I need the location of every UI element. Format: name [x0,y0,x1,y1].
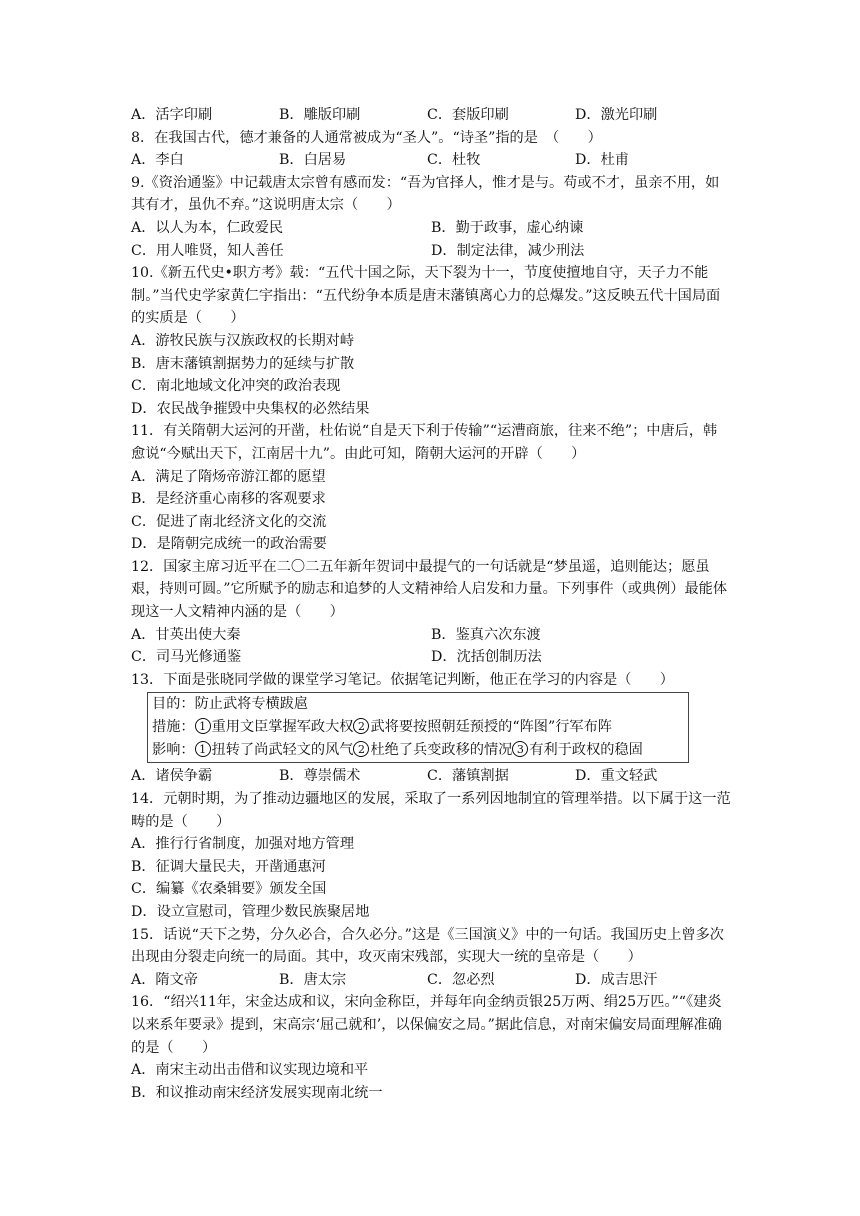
note-effect-2: 杜绝了兵变政移的情况 [370,742,513,759]
q16-stem: 16．“绍兴11年，宋金达成和议，宋向金称臣，并每年向金纳贡银25万两、绢25万匹。”“《建炎以来系年要录》提到，宋高宗‘屈己就和’，以保偏安之局。”据此信息，对南宋偏安局面理解准确的是（ ） [131,994,722,1056]
q15-option-d[interactable]: D．成吉思汗 [575,971,658,988]
q8-options [131,149,731,172]
note-measure-1: 重用文臣掌握军政大权 [211,719,354,736]
q12-stem: 12．国家主席习近平在二〇二五年新年贺词中最提气的一句话就是“梦虽遥，追则能达；愿虽艰，持则可圆。”它所赋予的励志和追梦的人文精神给人启发和力量。下列事件（或典例）最能体现这一人文精神内涵的是（ ） [131,558,728,621]
q9-options-row-1 [131,217,731,240]
q9-options-row-2 [131,240,731,263]
q9-option-c[interactable]: C．用人唯贤，知人善任 [131,242,284,259]
q8-option-b[interactable]: B．白居易 [279,152,347,169]
q9-option-b[interactable]: B．勤于政事，虚心纳谏 [431,219,584,236]
q15-options [131,969,731,992]
q9-option-a[interactable]: A．以人为本，仁政爱民 [131,219,284,236]
q14-option-b[interactable]: B．征调大量民夫，开凿通惠河 [131,858,326,875]
q15-option-c[interactable]: C．忽必烈 [427,971,495,988]
q12-option-d[interactable]: D．沈括创制历法 [431,649,542,666]
q10-option-b[interactable]: B．唐末藩镇割据势力的延续与扩散 [131,355,355,372]
circled-number-3: 3 [512,741,528,757]
q15-option-b[interactable]: B．唐太宗 [279,971,347,988]
note-goal: 目的：防止武将专横跋扈 [152,696,309,713]
q7-option-d[interactable]: D．激光印刷 [575,107,658,123]
q13-option-d[interactable]: D．重文轻武 [575,768,658,785]
q8-option-c[interactable]: C．杜牧 [427,152,481,169]
q10-option-a[interactable]: A．游牧民族与汉族政权的长期对峙 [131,332,355,349]
q8-option-a[interactable]: A．李白 [131,152,184,169]
q13-stem: 13．下面是张晓同学做的课堂学习笔记。依据笔记判断，他正在学习的内容是（ ） [131,671,674,688]
q15-option-a[interactable]: A．隋文帝 [131,971,198,988]
q9-stem: 9.《资治通鉴》中记载唐太宗曾有感而发：“吾为官择人，惟才是与。苟或不才，虽亲不用，如其有才，虽仇不弃。”这说明唐太宗（ ） [131,174,720,214]
circled-number-2: 2 [353,718,369,734]
note-measures-label: 措施： [152,719,195,736]
circled-number-2: 2 [353,741,369,757]
q8-stem: 8．在我国古代，德才兼备的人通常被成为“圣人”。“诗圣”指的是 （ ） [131,129,602,146]
q13-option-b[interactable]: B．尊崇儒术 [279,768,361,785]
note-effects [152,739,684,762]
q11-option-a[interactable]: A．满足了隋炀帝游江都的愿望 [131,468,326,485]
note-effect-1: 扭转了尚武轻文的风气 [211,742,354,759]
q11-option-c[interactable]: C．促进了南北经济文化的交流 [131,513,327,530]
note-measures [152,716,684,739]
q12-option-c[interactable]: C．司马光修通鉴 [131,649,242,666]
q7-option-a[interactable]: A．活字印刷 [131,107,213,123]
q12-options-row-1 [131,624,731,647]
q13-options [131,765,731,788]
circled-number-1: 1 [195,741,211,757]
q14-option-a[interactable]: A．推行行省制度，加强对地方管理 [131,836,355,853]
q14-option-c[interactable]: C．编纂《农桑辑要》颁发全国 [131,881,327,898]
q16-option-b[interactable]: B．和议推动南宋经济发展实现南北统一 [131,1084,383,1101]
q12-option-a[interactable]: A．甘英出使大秦 [131,626,241,643]
q7-options [131,104,731,127]
q11-option-d[interactable]: D．是隋朝完成统一的政治需要 [131,536,327,553]
q9-option-d[interactable]: D．制定法律，减少刑法 [431,242,585,259]
q7-option-c[interactable]: C．套版印刷 [427,107,509,123]
q12-option-b[interactable]: B．鉴真六次东渡 [431,626,541,643]
q16-option-a[interactable]: A．南宋主动出击借和议实现边境和平 [131,1062,369,1079]
q15-stem: 15．话说“天下之势，分久必合，合久必分。”这是《三国演义》中的一句话。我国历史上曾多次出现由分裂走向统一的局面。其中，攻灭南宋残部，实现大一统的皇帝是（ ） [131,926,724,966]
q10-option-c[interactable]: C．南北地域文化冲突的政治表现 [131,378,341,395]
q14-stem: 14．元朝时期，为了推动边疆地区的发展，采取了一系列因地制宜的管理举措。以下属于这一范畴的是（ ） [131,791,731,830]
q11-option-b[interactable]: B．是经济重心南移的客观要求 [131,491,326,508]
note-measure-2: 武将要按照朝廷预授的“阵图”行军布阵 [370,719,612,736]
q11-stem: 11．有关隋朝大运河的开凿，杜佑说“自是天下利于传输”“运漕商旅，往来不绝”；中唐后，韩愈说“今赋出天下，江南居十九”。由此可知，隋朝大运河的开辟（ ） [131,423,718,462]
q12-options-row-2 [131,646,731,669]
circled-number-1: 1 [195,718,211,734]
q13-option-a[interactable]: A．诸侯争霸 [131,768,213,785]
study-note-box [147,692,689,763]
q8-option-d[interactable]: D．杜甫 [575,152,629,169]
q7-option-b[interactable]: B．雕版印刷 [279,107,361,123]
question-list [131,104,731,1104]
q13-option-c[interactable]: C．藩镇割据 [427,768,509,785]
note-effect-3: 有利于政权的稳固 [529,742,643,759]
note-effects-label: 影响： [152,742,195,759]
q14-option-d[interactable]: D．设立宣慰司，管理少数民族聚居地 [131,904,370,920]
q10-option-d[interactable]: D．农民战争摧毁中央集权的必然结果 [131,400,370,417]
q10-stem: 10.《新五代史•职方考》载：“五代十国之际，天下裂为十一，节度使擅地自守，天子力不能制。”当代史学家黄仁宇指出：“五代纷争本质是唐末藩镇离心力的总爆发。”这反映五代十国局面的实质是（ ） [131,265,721,327]
